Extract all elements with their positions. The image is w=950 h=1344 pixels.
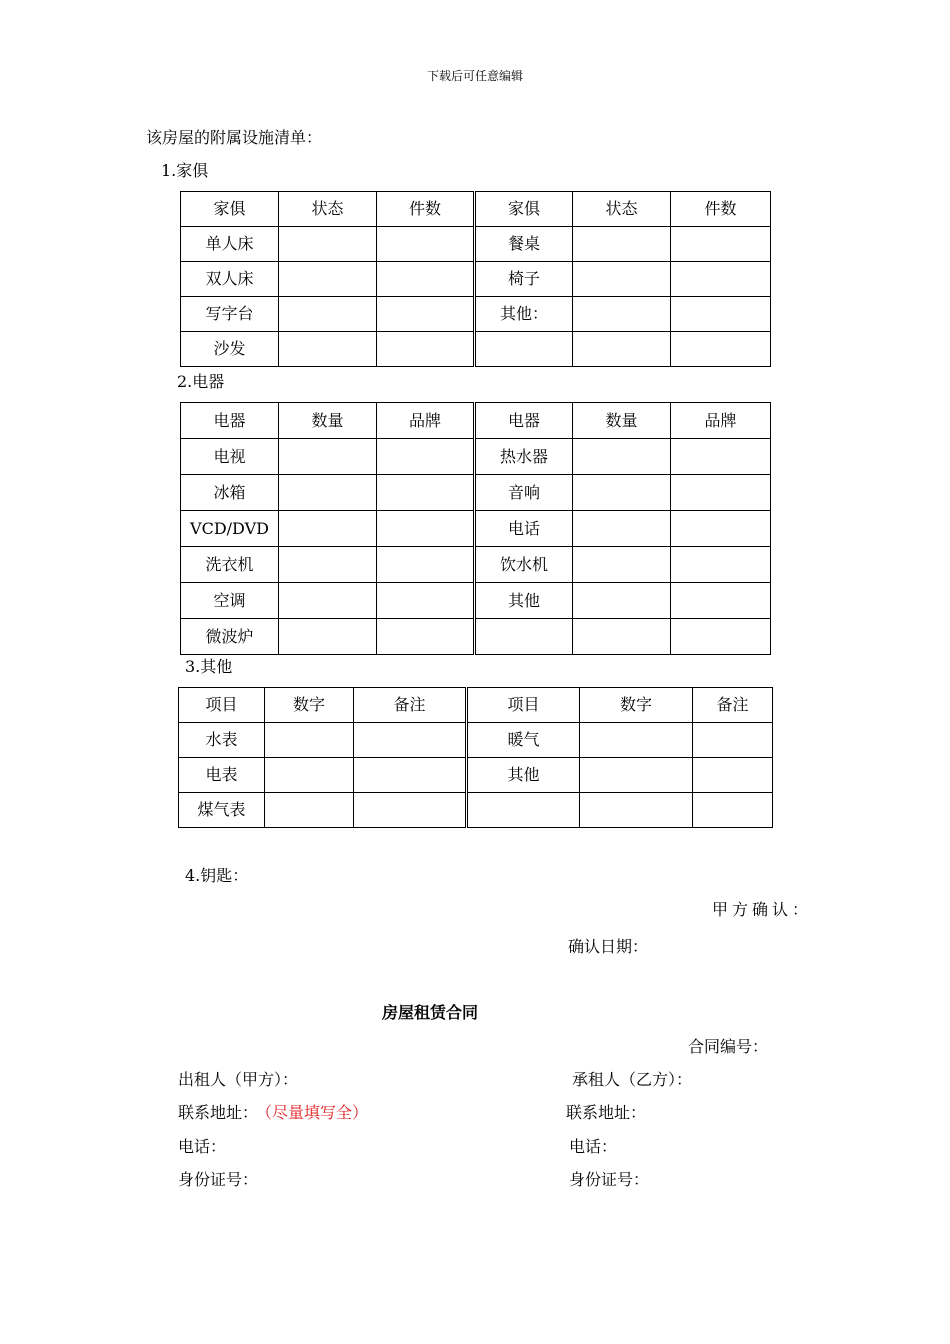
section-title-keys: 4.钥匙： <box>185 866 249 885</box>
table-row <box>179 793 773 828</box>
table-cell <box>377 332 475 367</box>
column-header: 项目 <box>179 688 265 723</box>
table-cell <box>580 723 693 758</box>
table-cell <box>573 439 671 475</box>
address-note: （尽量填写全） <box>264 1103 369 1122</box>
table-cell: 暖气 <box>467 723 580 758</box>
table-cell <box>693 758 773 793</box>
page-header: 下载后可任意编辑 <box>426 69 523 83</box>
table-cell <box>354 793 467 828</box>
party-a-address-label: 联系地址： （尽量填写全） <box>178 1103 369 1122</box>
table-cell <box>573 262 671 297</box>
table-cell: 沙发 <box>181 332 279 367</box>
table-row <box>179 758 773 793</box>
table-row <box>181 332 771 367</box>
table-cell: 煤气表 <box>179 793 265 828</box>
table-cell <box>475 332 573 367</box>
table-cell <box>377 547 475 583</box>
table-cell <box>354 723 467 758</box>
table-cell: 空调 <box>181 583 279 619</box>
table-row <box>181 583 771 619</box>
table-cell <box>279 511 377 547</box>
column-header: 品牌 <box>377 403 475 439</box>
table-cell <box>279 439 377 475</box>
table-cell: 单人床 <box>181 227 279 262</box>
party-a-id-label: 身份证号： <box>178 1170 259 1189</box>
table-cell: 椅子 <box>475 262 573 297</box>
table-cell <box>573 227 671 262</box>
table-cell <box>693 793 773 828</box>
table-cell <box>475 619 573 655</box>
table-cell: 洗衣机 <box>181 547 279 583</box>
table-cell <box>279 297 377 332</box>
table-cell: 热水器 <box>475 439 573 475</box>
table-row <box>181 262 771 297</box>
table-cell <box>671 262 771 297</box>
lessee-label: 承租人（乙方）： <box>572 1070 693 1089</box>
table-cell: VCD/DVD <box>181 511 279 547</box>
table-cell <box>573 475 671 511</box>
table-header-row <box>181 403 771 439</box>
table-cell <box>279 547 377 583</box>
table-cell <box>279 475 377 511</box>
table-cell <box>467 793 580 828</box>
column-header: 家俱 <box>181 192 279 227</box>
table-cell: 微波炉 <box>181 619 279 655</box>
table-cell <box>671 332 771 367</box>
section-title-others: 3.其他 <box>185 657 233 676</box>
section-title-appliances: 2.电器 <box>177 372 225 391</box>
column-header: 品牌 <box>671 403 771 439</box>
table-cell: 电表 <box>179 758 265 793</box>
table-cell <box>279 583 377 619</box>
facility-list-intro: 该房屋的附属设施清单： <box>146 128 323 147</box>
table-row <box>181 547 771 583</box>
table-cell <box>279 619 377 655</box>
contract-title: 房屋租赁合同 <box>382 1003 479 1022</box>
table-cell <box>265 793 354 828</box>
furniture-table <box>180 191 771 367</box>
table-row <box>181 439 771 475</box>
table-cell <box>279 332 377 367</box>
column-header: 备注 <box>354 688 467 723</box>
table-cell: 写字台 <box>181 297 279 332</box>
party-b-id-label: 身份证号： <box>569 1170 650 1189</box>
table-cell <box>377 227 475 262</box>
contract-number-label: 合同编号： <box>688 1037 769 1056</box>
appliances-table <box>180 402 771 655</box>
column-header: 数字 <box>265 688 354 723</box>
others-table <box>178 687 773 828</box>
table-cell <box>693 723 773 758</box>
table-row <box>181 511 771 547</box>
column-header: 数字 <box>580 688 693 723</box>
table-cell <box>573 332 671 367</box>
table-cell <box>279 262 377 297</box>
column-header: 状态 <box>573 192 671 227</box>
table-cell: 电话 <box>475 511 573 547</box>
table-cell: 双人床 <box>181 262 279 297</box>
table-cell <box>671 619 771 655</box>
lessor-label: 出租人（甲方）： <box>178 1070 299 1089</box>
column-header: 数量 <box>279 403 377 439</box>
table-cell: 电视 <box>181 439 279 475</box>
table-cell: 水表 <box>179 723 265 758</box>
table-cell <box>377 583 475 619</box>
table-cell <box>671 439 771 475</box>
table-cell <box>573 297 671 332</box>
table-cell: 冰箱 <box>181 475 279 511</box>
table-cell: 音响 <box>475 475 573 511</box>
table-cell <box>377 475 475 511</box>
table-cell <box>573 583 671 619</box>
table-cell <box>354 758 467 793</box>
column-header: 件数 <box>377 192 475 227</box>
table-cell: 饮水机 <box>475 547 573 583</box>
table-cell <box>671 583 771 619</box>
party-a-phone-label: 电话： <box>178 1137 227 1156</box>
table-cell <box>265 758 354 793</box>
table-cell <box>377 297 475 332</box>
table-cell: 其他 <box>467 758 580 793</box>
column-header: 备注 <box>693 688 773 723</box>
table-cell <box>580 758 693 793</box>
table-cell <box>671 547 771 583</box>
table-cell <box>671 511 771 547</box>
table-cell <box>580 793 693 828</box>
table-cell: 其他： <box>475 297 573 332</box>
table-cell <box>671 227 771 262</box>
table-cell <box>573 619 671 655</box>
table-cell: 餐桌 <box>475 227 573 262</box>
table-cell <box>279 227 377 262</box>
table-cell: 其他 <box>475 583 573 619</box>
table-cell <box>265 723 354 758</box>
table-row <box>181 227 771 262</box>
table-cell <box>573 547 671 583</box>
table-header-row <box>181 192 771 227</box>
table-cell <box>671 475 771 511</box>
party-b-phone-label: 电话： <box>569 1137 618 1156</box>
column-header: 状态 <box>279 192 377 227</box>
column-header: 项目 <box>467 688 580 723</box>
table-cell <box>671 297 771 332</box>
table-row <box>181 475 771 511</box>
table-row <box>179 723 773 758</box>
table-cell <box>377 511 475 547</box>
column-header: 电器 <box>181 403 279 439</box>
column-header: 电器 <box>475 403 573 439</box>
table-cell <box>377 439 475 475</box>
column-header: 件数 <box>671 192 771 227</box>
column-header: 家俱 <box>475 192 573 227</box>
table-header-row <box>179 688 773 723</box>
table-row <box>181 297 771 332</box>
column-header: 数量 <box>573 403 671 439</box>
party-b-address-label: 联系地址： <box>566 1103 647 1122</box>
table-cell <box>377 619 475 655</box>
table-cell <box>573 511 671 547</box>
table-cell <box>377 262 475 297</box>
section-title-furniture: 1.家俱 <box>161 161 209 180</box>
party-a-confirm: 甲方确认： <box>712 900 813 919</box>
table-row <box>181 619 771 655</box>
confirm-date: 确认日期： <box>568 937 649 956</box>
